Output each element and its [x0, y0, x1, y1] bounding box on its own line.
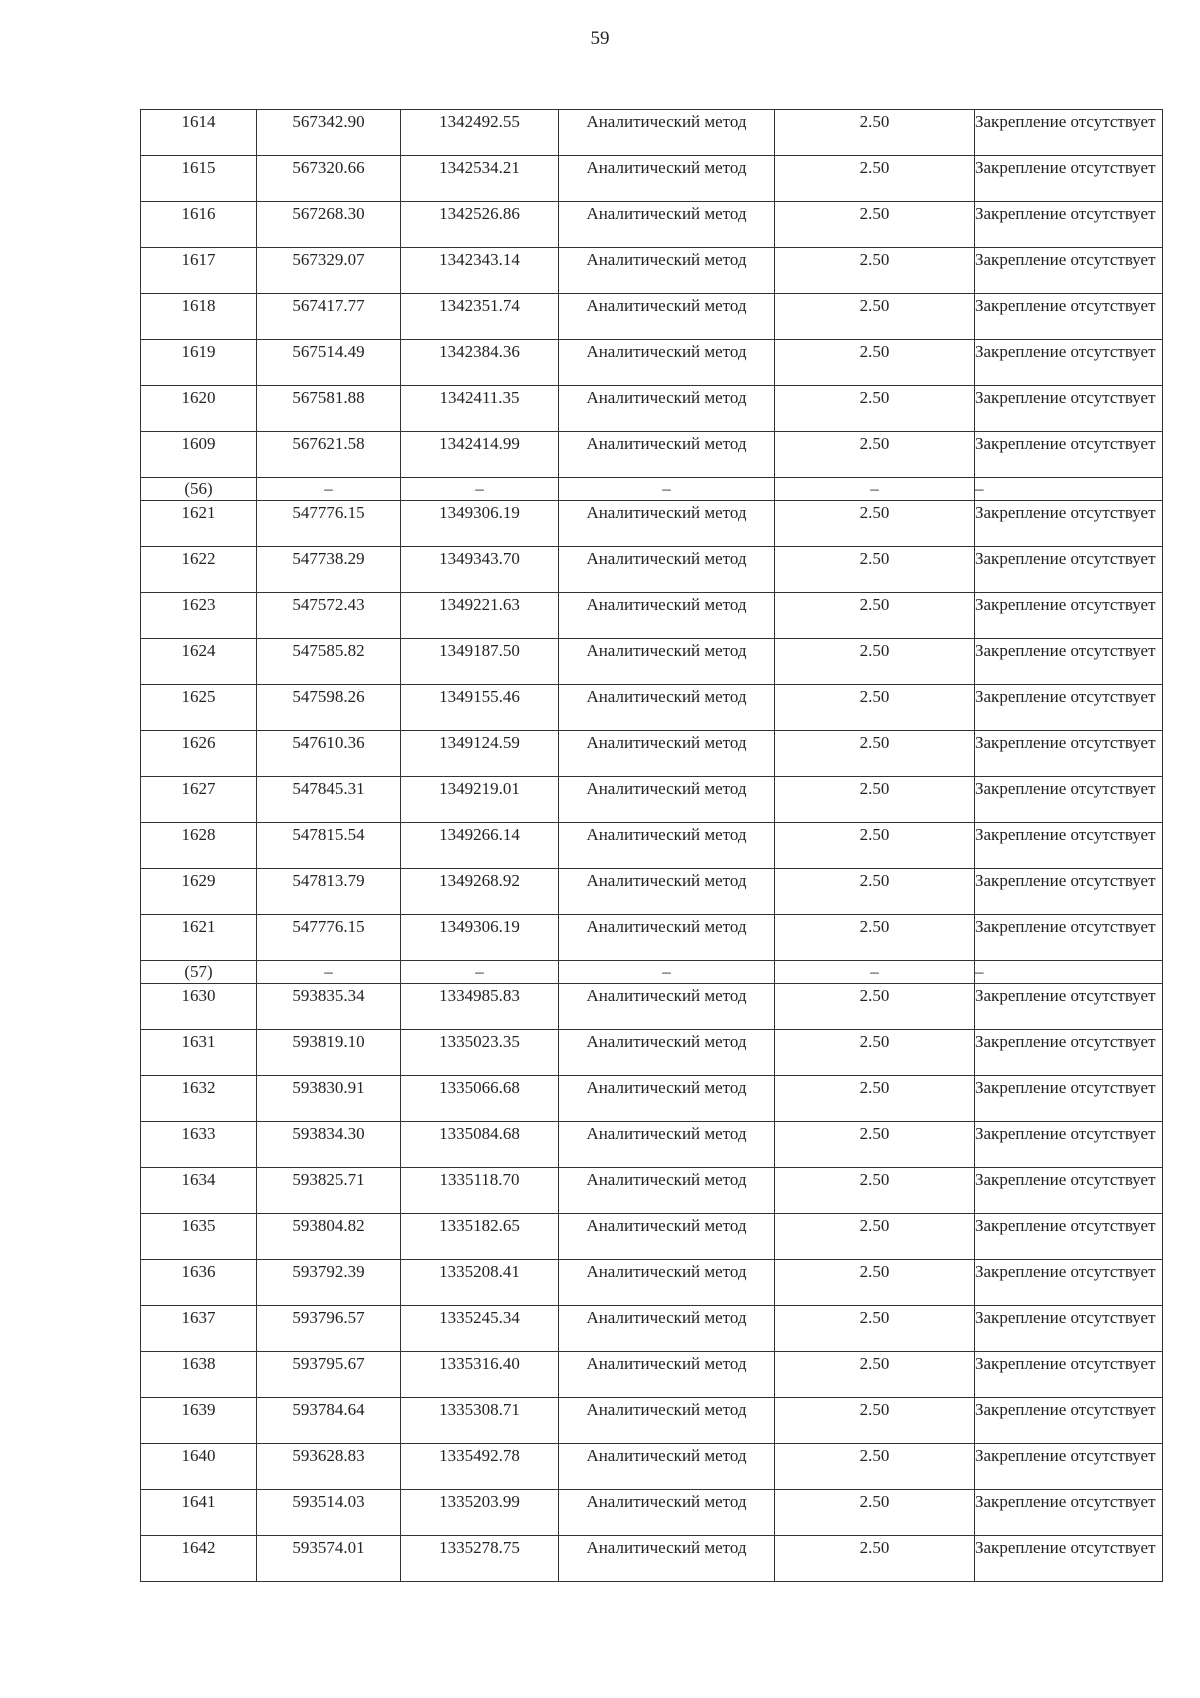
method-cell: Аналитический метод	[559, 1214, 775, 1260]
method-cell: Аналитический метод	[559, 639, 775, 685]
table-row	[141, 1398, 1163, 1444]
point-number-cell: 1622	[141, 547, 257, 593]
method-cell: Аналитический метод	[559, 777, 775, 823]
y-coordinate-cell: 1335066.68	[401, 1076, 559, 1122]
fixing-description-cell: Закрепление отсутствует	[975, 1122, 1163, 1168]
fixing-description-cell: Закрепление отсутствует	[975, 1444, 1163, 1490]
y-coordinate-cell: 1335278.75	[401, 1536, 559, 1582]
y-coordinate-cell: 1349155.46	[401, 685, 559, 731]
method-cell: –	[559, 478, 775, 501]
point-number-cell: 1634	[141, 1168, 257, 1214]
point-number-cell: 1627	[141, 777, 257, 823]
fixing-description-cell: Закрепление отсутствует	[975, 547, 1163, 593]
table-row	[141, 1030, 1163, 1076]
fixing-description-cell: Закрепление отсутствует	[975, 386, 1163, 432]
accuracy-cell: 2.50	[775, 593, 975, 639]
x-coordinate-cell: 567514.49	[257, 340, 401, 386]
y-coordinate-cell: 1342492.55	[401, 110, 559, 156]
y-coordinate-cell: 1342411.35	[401, 386, 559, 432]
x-coordinate-cell: 593514.03	[257, 1490, 401, 1536]
x-coordinate-cell: 593784.64	[257, 1398, 401, 1444]
x-coordinate-cell: 547815.54	[257, 823, 401, 869]
accuracy-cell: 2.50	[775, 202, 975, 248]
fixing-description-cell: Закрепление отсутствует	[975, 823, 1163, 869]
table-row	[141, 202, 1163, 248]
table-row	[141, 1260, 1163, 1306]
accuracy-cell: 2.50	[775, 915, 975, 961]
table-row	[141, 685, 1163, 731]
point-number-cell: 1617	[141, 248, 257, 294]
point-number-cell: 1641	[141, 1490, 257, 1536]
accuracy-cell: –	[775, 478, 975, 501]
fixing-description-cell: Закрепление отсутствует	[975, 731, 1163, 777]
y-coordinate-cell: 1342414.99	[401, 432, 559, 478]
fixing-description-cell: Закрепление отсутствует	[975, 110, 1163, 156]
table-row	[141, 777, 1163, 823]
x-coordinate-cell: 593628.83	[257, 1444, 401, 1490]
point-number-cell: 1623	[141, 593, 257, 639]
point-number-cell: 1616	[141, 202, 257, 248]
method-cell: Аналитический метод	[559, 685, 775, 731]
point-number-cell: 1625	[141, 685, 257, 731]
accuracy-cell: 2.50	[775, 110, 975, 156]
point-number-cell: 1619	[141, 340, 257, 386]
table-row	[141, 731, 1163, 777]
method-cell: Аналитический метод	[559, 823, 775, 869]
x-coordinate-cell: 593795.67	[257, 1352, 401, 1398]
accuracy-cell: 2.50	[775, 1260, 975, 1306]
x-coordinate-cell: 593574.01	[257, 1536, 401, 1582]
method-cell: Аналитический метод	[559, 501, 775, 547]
accuracy-cell: 2.50	[775, 731, 975, 777]
method-cell: Аналитический метод	[559, 1122, 775, 1168]
table-row	[141, 248, 1163, 294]
accuracy-cell: 2.50	[775, 1536, 975, 1582]
x-coordinate-cell: 567417.77	[257, 294, 401, 340]
table-row	[141, 340, 1163, 386]
method-cell: Аналитический метод	[559, 1168, 775, 1214]
fixing-description-cell: Закрепление отсутствует	[975, 639, 1163, 685]
y-coordinate-cell: 1349124.59	[401, 731, 559, 777]
y-coordinate-cell: 1335084.68	[401, 1122, 559, 1168]
accuracy-cell: 2.50	[775, 1352, 975, 1398]
y-coordinate-cell: 1334985.83	[401, 984, 559, 1030]
x-coordinate-cell: –	[257, 961, 401, 984]
table-row	[141, 1306, 1163, 1352]
accuracy-cell: 2.50	[775, 1030, 975, 1076]
fixing-description-cell: Закрепление отсутствует	[975, 248, 1163, 294]
accuracy-cell: 2.50	[775, 1214, 975, 1260]
method-cell: Аналитический метод	[559, 915, 775, 961]
method-cell: Аналитический метод	[559, 248, 775, 294]
y-coordinate-cell: 1335118.70	[401, 1168, 559, 1214]
method-cell: Аналитический метод	[559, 156, 775, 202]
fixing-description-cell: Закрепление отсутствует	[975, 1352, 1163, 1398]
y-coordinate-cell: 1335316.40	[401, 1352, 559, 1398]
accuracy-cell: 2.50	[775, 869, 975, 915]
x-coordinate-cell: 547845.31	[257, 777, 401, 823]
x-coordinate-cell: 547610.36	[257, 731, 401, 777]
y-coordinate-cell: –	[401, 961, 559, 984]
method-cell: Аналитический метод	[559, 593, 775, 639]
y-coordinate-cell: 1349343.70	[401, 547, 559, 593]
fixing-description-cell: Закрепление отсутствует	[975, 685, 1163, 731]
accuracy-cell: 2.50	[775, 823, 975, 869]
y-coordinate-cell: 1335492.78	[401, 1444, 559, 1490]
x-coordinate-cell: 593834.30	[257, 1122, 401, 1168]
x-coordinate-cell: 593835.34	[257, 984, 401, 1030]
x-coordinate-cell: 593792.39	[257, 1260, 401, 1306]
accuracy-cell: 2.50	[775, 340, 975, 386]
point-number-cell: 1609	[141, 432, 257, 478]
x-coordinate-cell: 593804.82	[257, 1214, 401, 1260]
y-coordinate-cell: –	[401, 478, 559, 501]
accuracy-cell: 2.50	[775, 386, 975, 432]
fixing-description-cell: Закрепление отсутствует	[975, 869, 1163, 915]
point-number-cell: 1626	[141, 731, 257, 777]
y-coordinate-cell: 1342351.74	[401, 294, 559, 340]
method-cell: Аналитический метод	[559, 432, 775, 478]
fixing-description-cell: Закрепление отсутствует	[975, 593, 1163, 639]
method-cell: Аналитический метод	[559, 547, 775, 593]
y-coordinate-cell: 1335208.41	[401, 1260, 559, 1306]
fixing-description-cell: Закрепление отсутствует	[975, 432, 1163, 478]
x-coordinate-cell: 567621.58	[257, 432, 401, 478]
method-cell: Аналитический метод	[559, 386, 775, 432]
y-coordinate-cell: 1342343.14	[401, 248, 559, 294]
accuracy-cell: 2.50	[775, 984, 975, 1030]
method-cell: Аналитический метод	[559, 1030, 775, 1076]
table-row	[141, 639, 1163, 685]
method-cell: Аналитический метод	[559, 1490, 775, 1536]
x-coordinate-cell: 547738.29	[257, 547, 401, 593]
x-coordinate-cell: 567581.88	[257, 386, 401, 432]
method-cell: Аналитический метод	[559, 1398, 775, 1444]
coordinates-table	[140, 109, 1163, 1582]
x-coordinate-cell: 547598.26	[257, 685, 401, 731]
fixing-description-cell: Закрепление отсутствует	[975, 294, 1163, 340]
x-coordinate-cell: 593796.57	[257, 1306, 401, 1352]
accuracy-cell: –	[775, 961, 975, 984]
fixing-description-cell: Закрепление отсутствует	[975, 1214, 1163, 1260]
fixing-description-cell: Закрепление отсутствует	[975, 1398, 1163, 1444]
x-coordinate-cell: 547572.43	[257, 593, 401, 639]
table-row	[141, 1076, 1163, 1122]
fixing-description-cell: Закрепление отсутствует	[975, 984, 1163, 1030]
point-number-cell: 1633	[141, 1122, 257, 1168]
y-coordinate-cell: 1342384.36	[401, 340, 559, 386]
method-cell: Аналитический метод	[559, 984, 775, 1030]
fixing-description-cell: Закрепление отсутствует	[975, 915, 1163, 961]
point-number-cell: 1621	[141, 501, 257, 547]
point-number-cell: 1630	[141, 984, 257, 1030]
method-cell: Аналитический метод	[559, 340, 775, 386]
method-cell: –	[559, 961, 775, 984]
accuracy-cell: 2.50	[775, 685, 975, 731]
table-row	[141, 1214, 1163, 1260]
y-coordinate-cell: 1342526.86	[401, 202, 559, 248]
x-coordinate-cell: 547776.15	[257, 501, 401, 547]
table-row	[141, 984, 1163, 1030]
table-row	[141, 110, 1163, 156]
fixing-description-cell: Закрепление отсутствует	[975, 501, 1163, 547]
x-coordinate-cell: 593830.91	[257, 1076, 401, 1122]
method-cell: Аналитический метод	[559, 202, 775, 248]
fixing-description-cell: Закрепление отсутствует	[975, 1490, 1163, 1536]
table-row	[141, 869, 1163, 915]
table-row	[141, 1122, 1163, 1168]
accuracy-cell: 2.50	[775, 547, 975, 593]
point-number-cell: 1631	[141, 1030, 257, 1076]
accuracy-cell: 2.50	[775, 1398, 975, 1444]
method-cell: Аналитический метод	[559, 731, 775, 777]
x-coordinate-cell: 547813.79	[257, 869, 401, 915]
fixing-description-cell: Закрепление отсутствует	[975, 1168, 1163, 1214]
method-cell: Аналитический метод	[559, 294, 775, 340]
fixing-description-cell: Закрепление отсутствует	[975, 340, 1163, 386]
point-number-cell: 1642	[141, 1536, 257, 1582]
method-cell: Аналитический метод	[559, 1352, 775, 1398]
table-row	[141, 1168, 1163, 1214]
point-number-cell: (57)	[141, 961, 257, 984]
fixing-description-cell: Закрепление отсутствует	[975, 156, 1163, 202]
y-coordinate-cell: 1335245.34	[401, 1306, 559, 1352]
accuracy-cell: 2.50	[775, 501, 975, 547]
fixing-description-cell: –	[975, 961, 1163, 984]
accuracy-cell: 2.50	[775, 639, 975, 685]
table-row	[141, 1444, 1163, 1490]
accuracy-cell: 2.50	[775, 432, 975, 478]
method-cell: Аналитический метод	[559, 1444, 775, 1490]
fixing-description-cell: Закрепление отсутствует	[975, 202, 1163, 248]
fixing-description-cell: Закрепление отсутствует	[975, 1536, 1163, 1582]
table-row	[141, 593, 1163, 639]
fixing-description-cell: Закрепление отсутствует	[975, 1306, 1163, 1352]
method-cell: Аналитический метод	[559, 1076, 775, 1122]
y-coordinate-cell: 1335023.35	[401, 1030, 559, 1076]
accuracy-cell: 2.50	[775, 1306, 975, 1352]
table-row	[141, 432, 1163, 478]
y-coordinate-cell: 1349306.19	[401, 501, 559, 547]
point-number-cell: 1628	[141, 823, 257, 869]
accuracy-cell: 2.50	[775, 777, 975, 823]
accuracy-cell: 2.50	[775, 1168, 975, 1214]
accuracy-cell: 2.50	[775, 294, 975, 340]
point-number-cell: 1618	[141, 294, 257, 340]
table-row	[141, 1352, 1163, 1398]
fixing-description-cell: Закрепление отсутствует	[975, 777, 1163, 823]
x-coordinate-cell: 567329.07	[257, 248, 401, 294]
method-cell: Аналитический метод	[559, 1260, 775, 1306]
x-coordinate-cell: 567268.30	[257, 202, 401, 248]
x-coordinate-cell: 567320.66	[257, 156, 401, 202]
point-number-cell: 1635	[141, 1214, 257, 1260]
y-coordinate-cell: 1349187.50	[401, 639, 559, 685]
point-number-cell: 1621	[141, 915, 257, 961]
coordinates-table-body	[141, 110, 1163, 1582]
point-number-cell: 1638	[141, 1352, 257, 1398]
fixing-description-cell: –	[975, 478, 1163, 501]
point-number-cell: 1624	[141, 639, 257, 685]
point-number-cell: 1640	[141, 1444, 257, 1490]
x-coordinate-cell: –	[257, 478, 401, 501]
point-number-cell: 1620	[141, 386, 257, 432]
y-coordinate-cell: 1349268.92	[401, 869, 559, 915]
accuracy-cell: 2.50	[775, 1122, 975, 1168]
fixing-description-cell: Закрепление отсутствует	[975, 1030, 1163, 1076]
y-coordinate-cell: 1349219.01	[401, 777, 559, 823]
y-coordinate-cell: 1342534.21	[401, 156, 559, 202]
table-row	[141, 294, 1163, 340]
y-coordinate-cell: 1349266.14	[401, 823, 559, 869]
table-row	[141, 915, 1163, 961]
point-number-cell: (56)	[141, 478, 257, 501]
table-row	[141, 156, 1163, 202]
method-cell: Аналитический метод	[559, 869, 775, 915]
table-row	[141, 547, 1163, 593]
accuracy-cell: 2.50	[775, 1490, 975, 1536]
table-row	[141, 386, 1163, 432]
fixing-description-cell: Закрепление отсутствует	[975, 1076, 1163, 1122]
accuracy-cell: 2.50	[775, 1076, 975, 1122]
point-number-cell: 1637	[141, 1306, 257, 1352]
fixing-description-cell: Закрепление отсутствует	[975, 1260, 1163, 1306]
accuracy-cell: 2.50	[775, 156, 975, 202]
x-coordinate-cell: 567342.90	[257, 110, 401, 156]
method-cell: Аналитический метод	[559, 1536, 775, 1582]
method-cell: Аналитический метод	[559, 110, 775, 156]
point-number-cell: 1632	[141, 1076, 257, 1122]
point-number-cell: 1615	[141, 156, 257, 202]
table-row	[141, 1490, 1163, 1536]
y-coordinate-cell: 1349221.63	[401, 593, 559, 639]
contour-separator-row	[141, 961, 1163, 984]
x-coordinate-cell: 593819.10	[257, 1030, 401, 1076]
y-coordinate-cell: 1335203.99	[401, 1490, 559, 1536]
page-number: 59	[590, 28, 610, 49]
y-coordinate-cell: 1349306.19	[401, 915, 559, 961]
accuracy-cell: 2.50	[775, 248, 975, 294]
point-number-cell: 1614	[141, 110, 257, 156]
y-coordinate-cell: 1335308.71	[401, 1398, 559, 1444]
table-row	[141, 823, 1163, 869]
x-coordinate-cell: 547585.82	[257, 639, 401, 685]
point-number-cell: 1636	[141, 1260, 257, 1306]
method-cell: Аналитический метод	[559, 1306, 775, 1352]
table-row	[141, 501, 1163, 547]
x-coordinate-cell: 593825.71	[257, 1168, 401, 1214]
point-number-cell: 1639	[141, 1398, 257, 1444]
y-coordinate-cell: 1335182.65	[401, 1214, 559, 1260]
contour-separator-row	[141, 478, 1163, 501]
x-coordinate-cell: 547776.15	[257, 915, 401, 961]
accuracy-cell: 2.50	[775, 1444, 975, 1490]
point-number-cell: 1629	[141, 869, 257, 915]
table-row	[141, 1536, 1163, 1582]
